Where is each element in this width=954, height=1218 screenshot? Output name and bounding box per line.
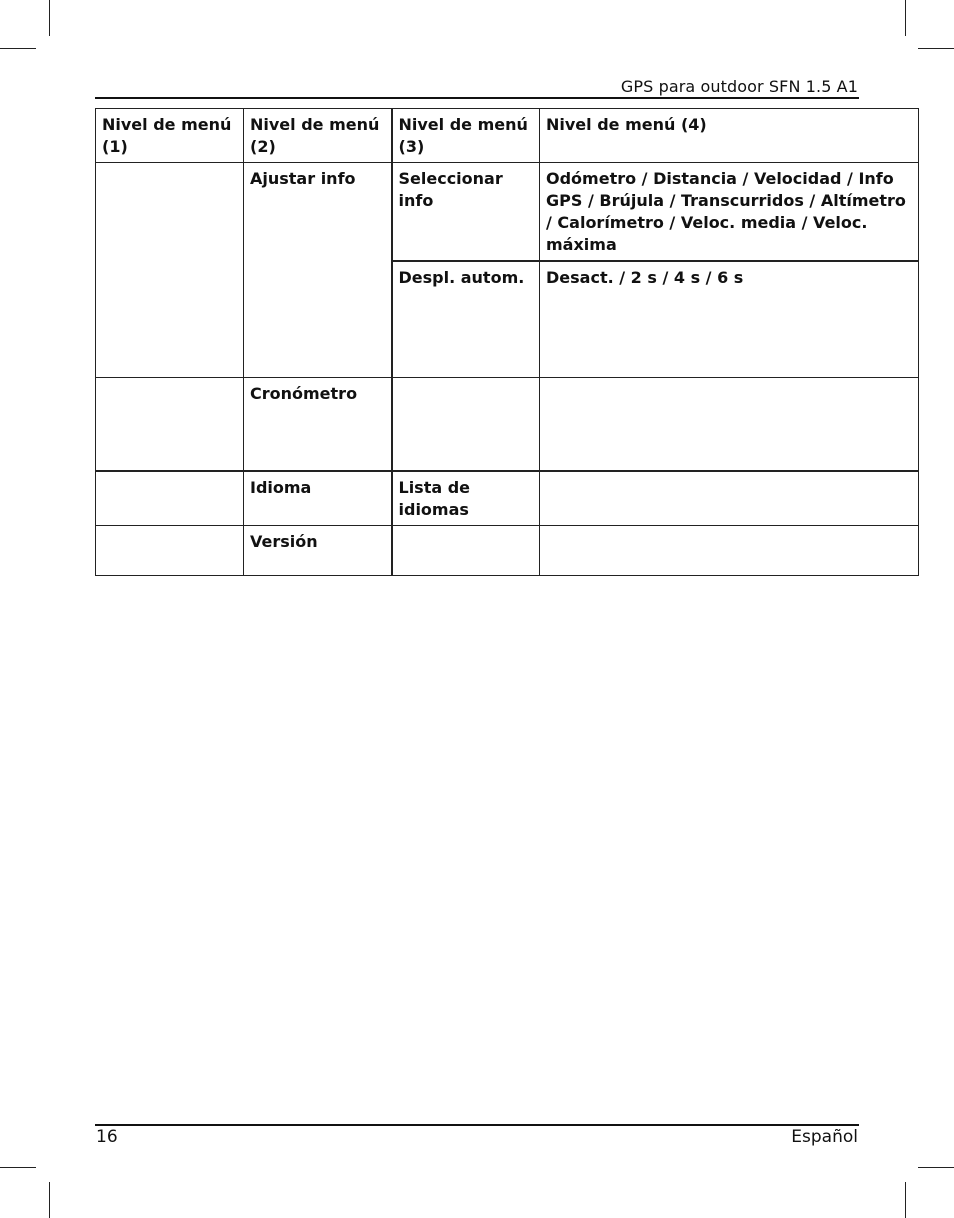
cell-level3: Lista de idiomas bbox=[392, 471, 540, 526]
crop-mark-top-right-horizontal bbox=[918, 48, 954, 49]
header-cell-level1: Nivel de menú (1) bbox=[96, 109, 244, 163]
cell-level3: Seleccionar info bbox=[392, 163, 540, 262]
crop-mark-bottom-left-horizontal bbox=[0, 1167, 36, 1168]
crop-mark-bottom-right-vertical bbox=[905, 1182, 906, 1218]
running-header-title: GPS para outdoor SFN 1.5 A1 bbox=[620, 77, 858, 96]
cell-level2: Cronómetro bbox=[244, 377, 392, 471]
menu-levels-table bbox=[95, 108, 919, 576]
cell-level1-empty bbox=[96, 526, 244, 576]
footer-rule bbox=[95, 1124, 859, 1126]
header-cell-level3: Nivel de menú (3) bbox=[392, 109, 540, 163]
header-rule bbox=[95, 97, 859, 99]
cell-level4 bbox=[540, 471, 919, 526]
cell-level3: Despl. autom. bbox=[392, 261, 540, 377]
cell-level4: Desact. / 2 s / 4 s / 6 s bbox=[540, 261, 919, 377]
page-number: 16 bbox=[96, 1127, 118, 1147]
crop-mark-top-left-vertical bbox=[49, 0, 50, 36]
cell-level1-empty bbox=[96, 471, 244, 526]
header-cell-level2: Nivel de menú (2) bbox=[244, 109, 392, 163]
table-header-row bbox=[96, 109, 919, 163]
cell-level2: Idioma bbox=[244, 471, 392, 526]
cell-level2: Ajustar info bbox=[244, 163, 392, 378]
footer-language: Español bbox=[791, 1127, 858, 1147]
cell-level4 bbox=[540, 377, 919, 471]
table-row bbox=[96, 526, 919, 576]
cell-level2: Versión bbox=[244, 526, 392, 576]
table-row bbox=[96, 377, 919, 471]
cell-level4 bbox=[540, 526, 919, 576]
cell-level1-empty bbox=[96, 377, 244, 471]
crop-mark-bottom-right-horizontal bbox=[918, 1167, 954, 1168]
table-row bbox=[96, 471, 919, 526]
table-row bbox=[96, 163, 919, 262]
cell-level3 bbox=[392, 526, 540, 576]
header-cell-level4: Nivel de menú (4) bbox=[540, 109, 919, 163]
crop-mark-bottom-left-vertical bbox=[49, 1182, 50, 1218]
cell-level3 bbox=[392, 377, 540, 471]
cell-level1-empty bbox=[96, 163, 244, 378]
cell-level4: Odómetro / Distancia / Velocidad / Info GPS / Brújula / Transcurridos / Altímetro / Calorímetro / Veloc. media / Veloc. máxima bbox=[540, 163, 919, 262]
crop-mark-top-left-horizontal bbox=[0, 48, 36, 49]
crop-mark-top-right-vertical bbox=[905, 0, 906, 36]
